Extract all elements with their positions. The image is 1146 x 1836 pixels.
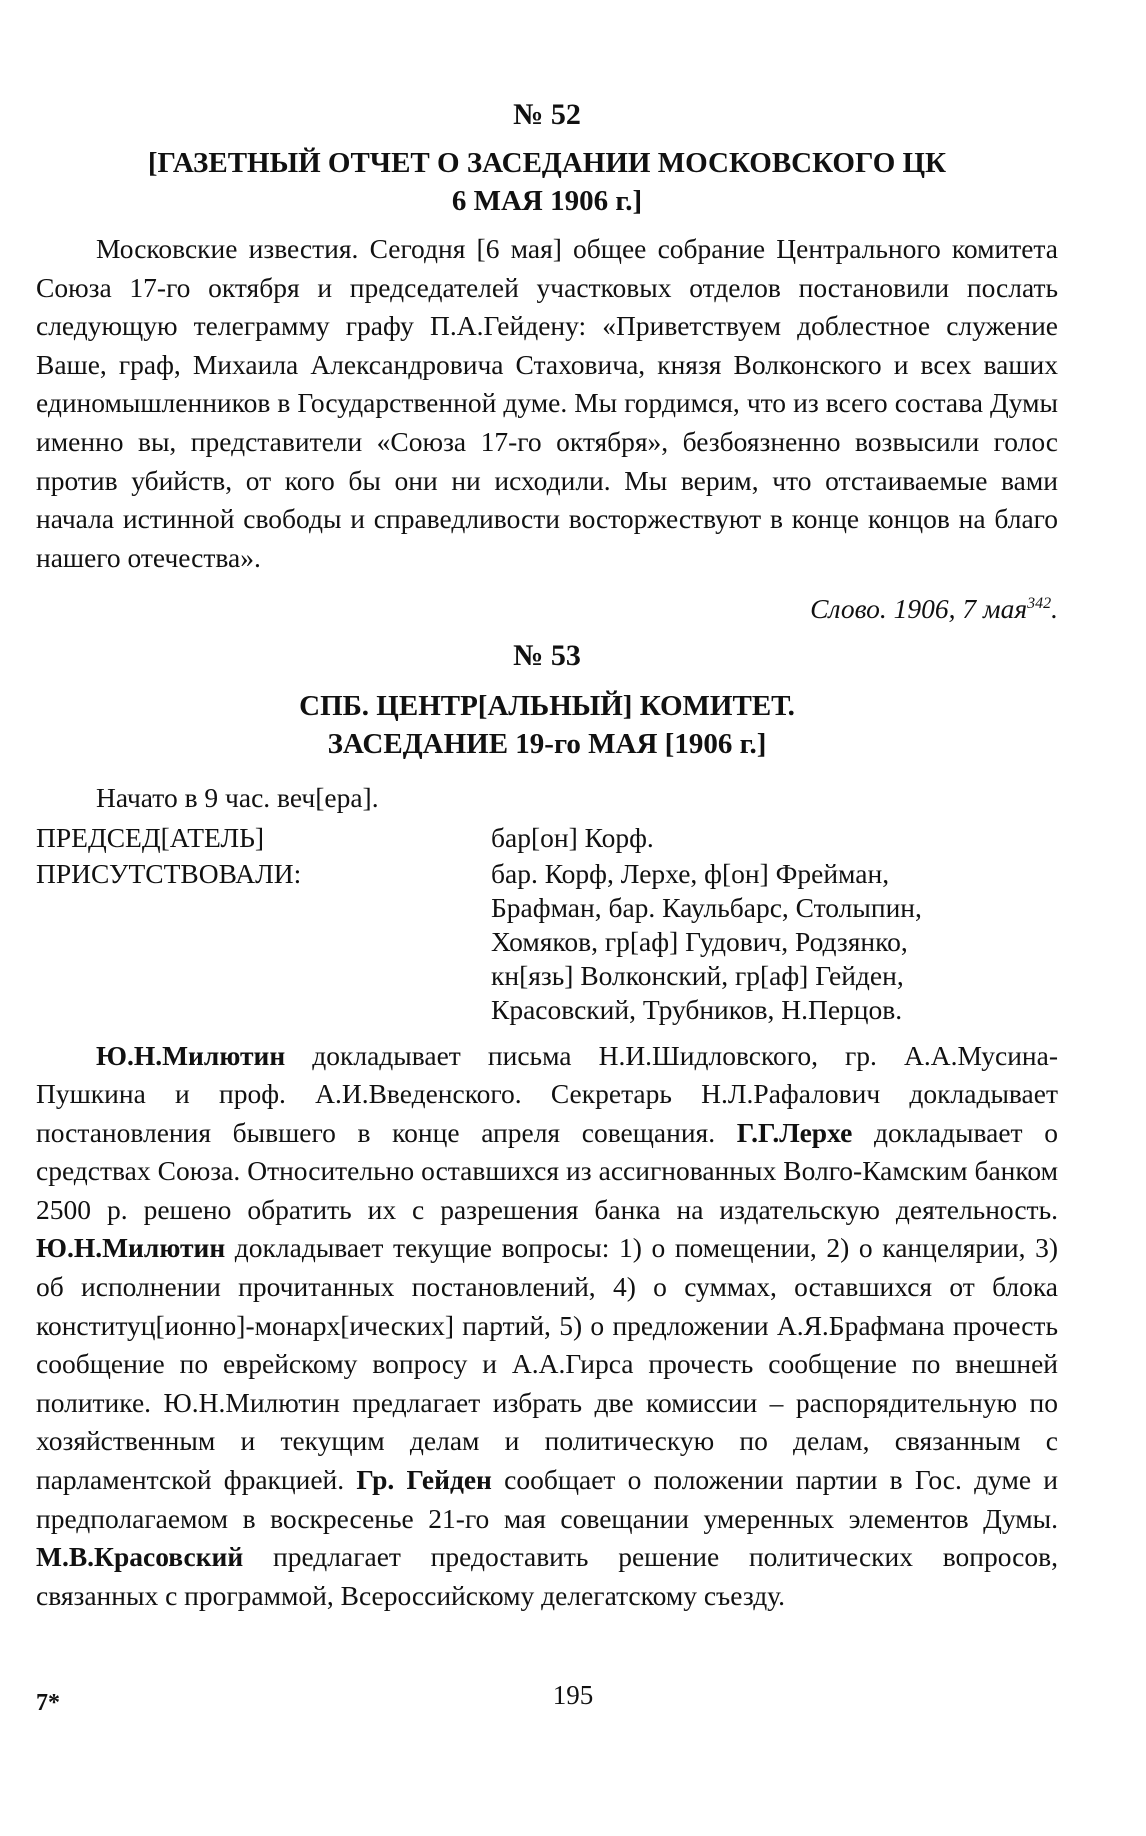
chair-row <box>36 821 1058 855</box>
speaker-geiden: Гр. Гейден <box>356 1464 492 1496</box>
doc53-title-line1: СПБ. ЦЕНТР[АЛЬНЫЙ] КОМИТЕТ. <box>299 689 795 722</box>
body-segment: предлагает предоставить решение политических вопросов, связанных с программой, Всероссийскому делегатскому съезду. <box>36 1541 1058 1611</box>
doc52-title-line2: 6 МАЯ 1906 г.] <box>451 185 643 217</box>
speaker-lerkhe: Г.Г.Лерхе <box>736 1116 853 1148</box>
doc52-source-end: . <box>1051 593 1058 625</box>
body-segment: докладывает о средствах Союза. Относительно оставшихся из ассигнованных Волго-Камским банком 2500 р. решено обратить их с разрешения банка на издательскую деятельность. <box>36 1116 1058 1225</box>
present-line: кн[язь] Волконский, гр[аф] Гейден, <box>491 959 904 991</box>
doc52-body: Московские известия. Сегодня [6 мая] общее собрание Центрального комитета Союза 17-го октября и председателей участковых отделов постановили послать следующую телеграмму графу П.А.Гейдену: «Приветствуем доблестное служение Ваше, граф, Михаила Александровича Стаховича, князя Волконского и всех ваших единомышленников в Государственной думе. Мы гордимся, что из всего состава Думы именно вы, представители «Союза 17-го октября», безбоязненно возвысили голос против убийств, от кого бы они ни исходили. Мы верим, что отстаиваемые вами начала истинной свободы и справедливости восторжествуют в конце концов на благо нашего отечества». <box>36 233 1058 573</box>
present-list <box>491 857 1058 1027</box>
body-segment: докладывает письма Н.И.Шидловского, гр. А.А.Мусина-Пушкина и проф. А.И.Введенского. Секретарь Н.Л.Рафалович докладывает постановления бывшего в конце апреля совещания. <box>36 1039 1058 1148</box>
doc52-source <box>36 585 1058 628</box>
doc53-number: № 53 <box>513 638 581 672</box>
body-segment: сообщает о положении партии в Гос. думе и предполагаемом в воскресенье 21-го мая совещании умеренных элементов Думы. <box>36 1464 1058 1534</box>
signature-mark: 7* <box>36 1690 60 1716</box>
page-content <box>36 96 1058 1615</box>
doc52-number: № 52 <box>513 98 581 131</box>
doc53-title-line2: ЗАСЕДАНИЕ 19-го МАЯ [1906 г.] <box>327 727 767 760</box>
page-number: 195 <box>552 1680 594 1710</box>
present-line: Брафман, бар. Каульбарс, Столыпин, <box>491 891 922 923</box>
body-segment: докладывает текущие вопросы: 1) о помещении, 2) о канцелярии, 3) об исполнении прочитанных постановлений, 4) о суммах, оставшихся от блока конституц[ионно]-монарх[ических] партий, 5) о предложении А.Я.Брафмана прочесть сообщение по еврейскому вопросу и А.А.Гирса прочесть сообщение по внешней политике. Ю.Н.Милютин предлагает избрать две комиссии – распорядительную по хозяйственным и текущим делам и политическую по делам, связанным с парламентской фракцией. <box>36 1232 1058 1496</box>
doc52-title-line1: [ГАЗЕТНЫЙ ОТЧЕТ О ЗАСЕДАНИИ МОСКОВСКОГО ЦК <box>147 147 947 179</box>
speaker-krasovsky: М.В.Красовский <box>36 1541 244 1573</box>
present-label: ПРИСУТСТВОВАЛИ: <box>36 857 302 889</box>
chair-value: бар[он] Корф. <box>491 821 654 853</box>
present-row <box>36 857 1058 1027</box>
speaker-milyutin: Ю.Н.Милютин <box>96 1039 286 1071</box>
present-line: Хомяков, гр[аф] Гудович, Родзянко, <box>491 925 908 957</box>
doc52-footnote-ref: 342 <box>1027 595 1052 613</box>
doc53-body <box>36 1037 1058 1616</box>
present-line: Красовский, Трубников, Н.Перцов. <box>491 993 903 1025</box>
doc52-source-text: Слово. 1906, 7 мая <box>810 593 1028 625</box>
doc53-start-time: Начато в 9 час. веч[ера]. <box>96 781 379 813</box>
chair-label: ПРЕДСЕД[АТЕЛЬ] <box>36 821 265 853</box>
present-line: бар. Корф, Лерхе, ф[он] Фрейман, <box>491 857 890 889</box>
speaker-milyutin-2: Ю.Н.Милютин <box>36 1232 226 1264</box>
